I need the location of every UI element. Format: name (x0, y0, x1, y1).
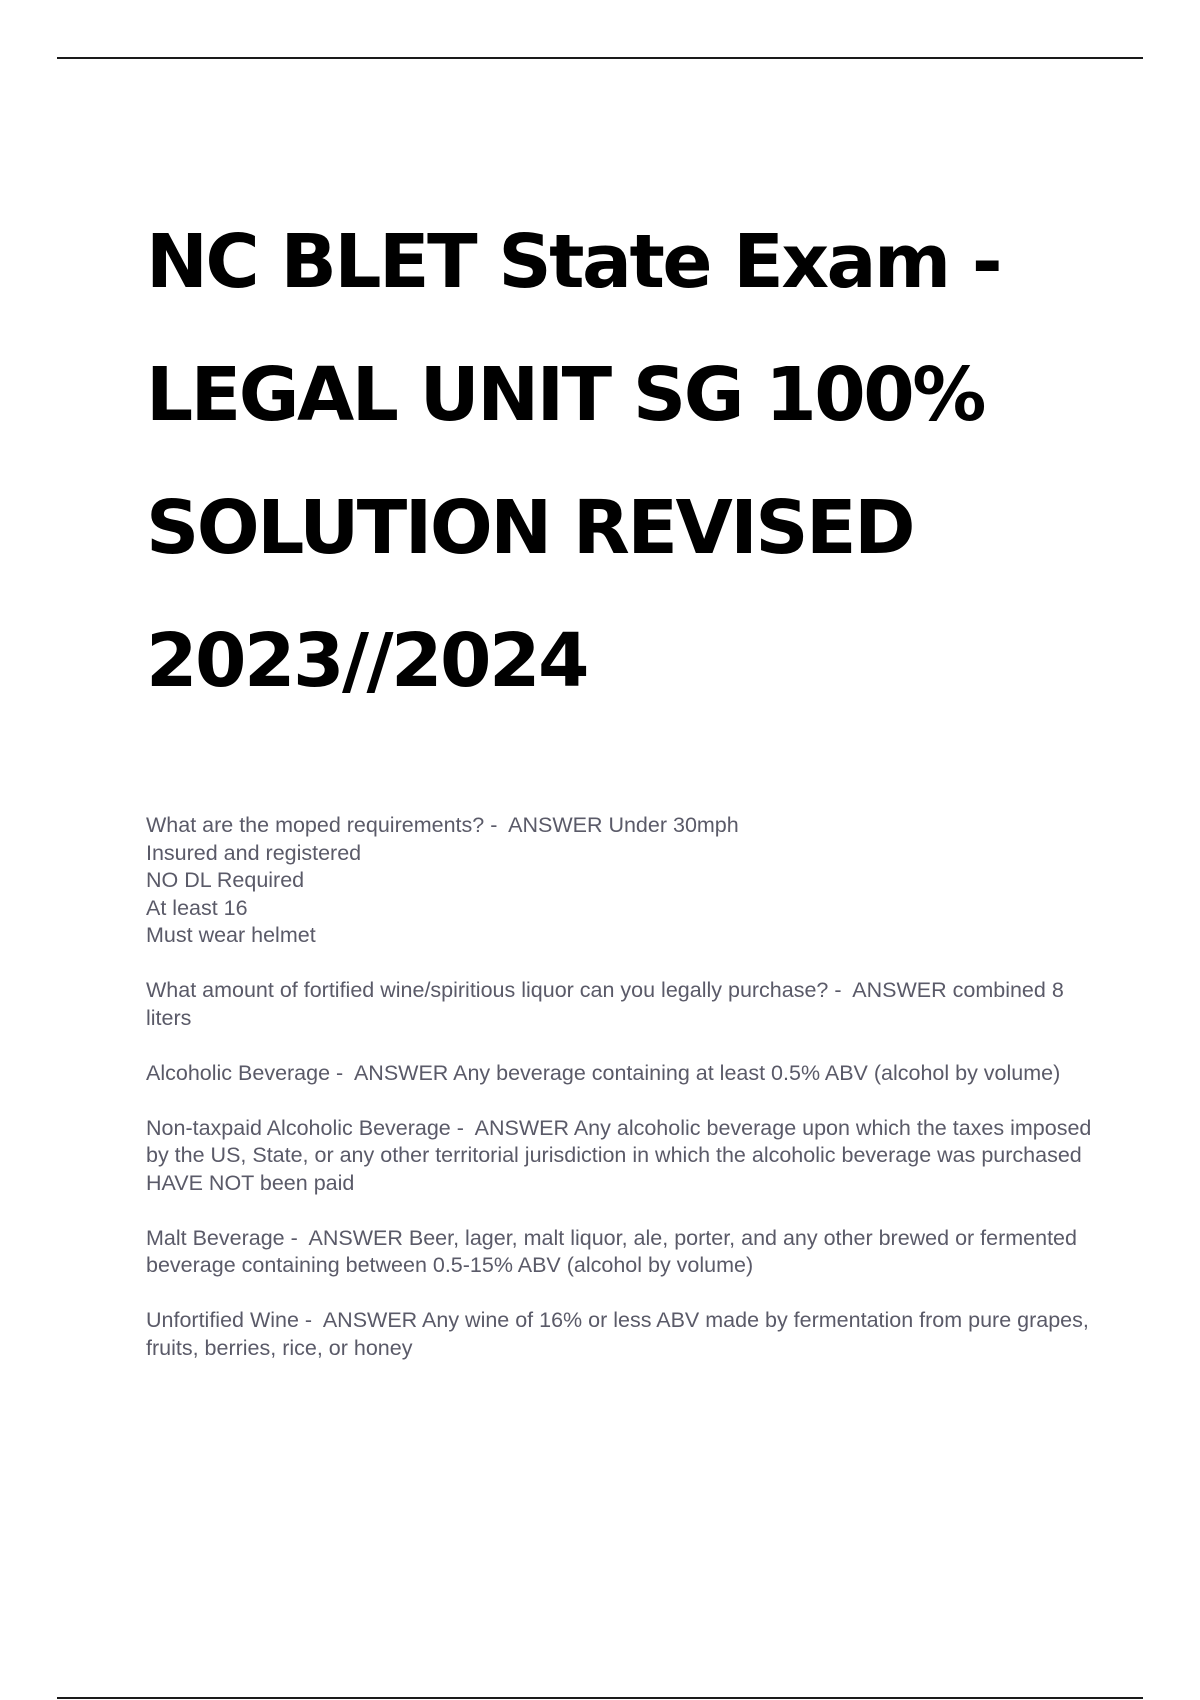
qa-list (146, 812, 1096, 1390)
answer-label: - ANSWER (450, 1115, 574, 1140)
qa-item (146, 977, 1096, 1032)
qa-first-line (146, 1307, 1096, 1362)
answer-label: - ANSWER (330, 1060, 454, 1085)
answer-text: combined 8 liters (146, 978, 1064, 1030)
title-line: NC BLET State Exam - (146, 219, 1001, 305)
answer-line: NO DL Required (146, 868, 305, 892)
qa-item (146, 812, 1096, 950)
footer-rule (57, 1697, 1143, 1699)
answer-label: - ANSWER (284, 1225, 409, 1250)
answer-line: Must wear helmet (146, 923, 316, 947)
answer-text: Any beverage containing at least 0.5% ABV (alcohol by volume) (453, 1060, 1061, 1085)
qa-item (146, 1225, 1096, 1280)
qa-first-line (146, 1115, 1096, 1198)
answer-line: At least 16 (146, 895, 248, 920)
qa-first-line (146, 812, 1096, 840)
question-text: Non-taxpaid Alcoholic Beverage (146, 1115, 451, 1140)
answer-line: Insured and registered (146, 840, 362, 865)
answer-label: - ANSWER (484, 813, 609, 837)
answer-label: - ANSWER (298, 1308, 423, 1332)
answer-text: Any wine of 16% or less ABV made by fermentation from pure grapes, fruits, berries, rice, or honey (146, 1308, 1089, 1360)
qa-item (146, 1115, 1096, 1198)
question-text: Malt Beverage (146, 1225, 285, 1250)
title-line: LEGAL UNIT SG 100% (146, 352, 984, 438)
answer-label: - ANSWER (828, 978, 953, 1002)
title-line: 2023//2024 (146, 618, 587, 704)
qa-first-line (146, 1225, 1096, 1280)
question-text: Unfortified Wine (146, 1308, 299, 1332)
qa-item (146, 1060, 1096, 1088)
answer-text: Beer, lager, malt liquor, ale, porter, and any other brewed or fermented beverage containing between 0.5-15% ABV (alcohol by volume) (146, 1225, 1077, 1277)
qa-item (146, 1307, 1096, 1362)
header-rule (57, 57, 1143, 59)
question-text: What are the moped requirements? (146, 813, 485, 837)
qa-first-line (146, 977, 1096, 1032)
document-title (146, 196, 1106, 728)
answer-text: Under 30mph (608, 813, 739, 837)
qa-first-line (146, 1060, 1096, 1088)
question-text: Alcoholic Beverage (146, 1060, 331, 1085)
question-text: What amount of fortified wine/spiritious liquor can you legally purchase? (146, 978, 829, 1002)
answer-text: Any alcoholic beverage upon which the taxes imposed by the US, State, or any other territorial jurisdiction in which the alcoholic beverage was purchased HAVE NOT been paid (146, 1115, 1092, 1195)
title-line: SOLUTION REVISED (146, 485, 914, 571)
